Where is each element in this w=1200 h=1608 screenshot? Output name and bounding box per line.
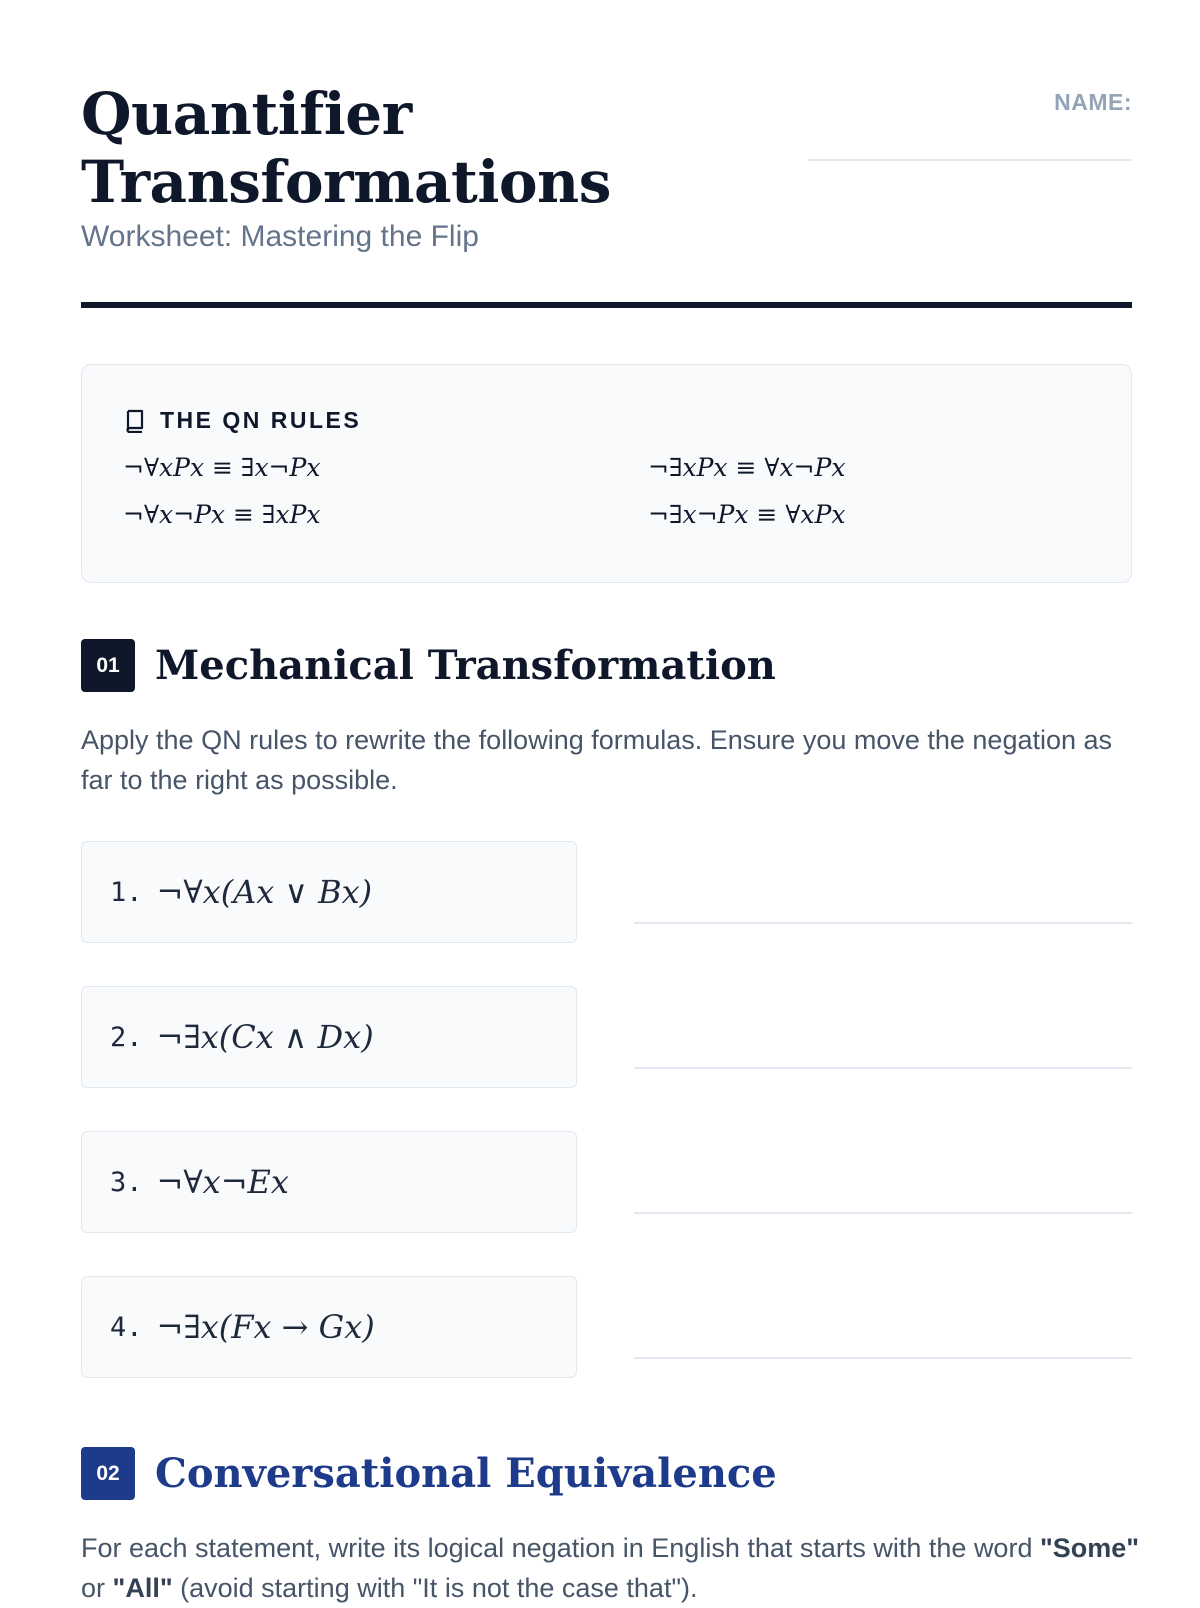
problem-4-answer-line[interactable] bbox=[634, 1357, 1132, 1359]
section-2-number-badge: 02 bbox=[81, 1447, 135, 1500]
header-divider bbox=[81, 302, 1132, 308]
section-2-instructions-or: or bbox=[81, 1573, 113, 1603]
section-2-instructions-part-2: (avoid starting with "It is not the case that"). bbox=[172, 1573, 698, 1603]
qn-rules-title: THE QN RULES bbox=[160, 407, 362, 433]
section-2-instructions bbox=[81, 1528, 1141, 1608]
page-title-line-2: Transformations bbox=[81, 148, 611, 216]
problem-4-formula: ¬∃x(Fx → Gx) bbox=[156, 1308, 375, 1346]
section-2-keyword-all: "All" bbox=[112, 1573, 173, 1603]
problem-2-answer-line[interactable] bbox=[634, 1067, 1132, 1069]
section-1-number-badge: 01 bbox=[81, 639, 135, 692]
qn-rule-3: ¬∀x¬Px ≡ ∃xPx bbox=[123, 500, 321, 529]
section-2-title: Conversational Equivalence bbox=[155, 1450, 777, 1497]
problem-1-number: 1. bbox=[110, 876, 143, 908]
name-label: NAME: bbox=[1054, 89, 1132, 115]
problem-3-formula: ¬∀x¬Ex bbox=[156, 1163, 289, 1201]
section-2-instructions-part-1: For each statement, write its logical negation in English that starts with the word bbox=[81, 1533, 1040, 1563]
qn-rule-2: ¬∃xPx ≡ ∀x¬Px bbox=[648, 453, 846, 482]
problem-1-formula: ¬∀x(Ax ∨ Bx) bbox=[156, 873, 373, 911]
problem-1-answer-line[interactable] bbox=[634, 922, 1132, 924]
section-1-instructions: Apply the QN rules to rewrite the following formulas. Ensure you move the negation as far to the right as possible. bbox=[81, 725, 1113, 795]
page-subtitle: Worksheet: Mastering the Flip bbox=[81, 220, 479, 253]
qn-rule-4: ¬∃x¬Px ≡ ∀xPx bbox=[648, 500, 846, 529]
page-title bbox=[81, 80, 611, 216]
problem-3 bbox=[81, 1131, 577, 1233]
problem-1 bbox=[81, 841, 577, 943]
qn-rules-box bbox=[81, 364, 1132, 583]
problem-4 bbox=[81, 1276, 577, 1378]
qn-rules-heading bbox=[124, 407, 361, 434]
qn-rule-1: ¬∀xPx ≡ ∃x¬Px bbox=[123, 453, 321, 482]
book-icon bbox=[124, 409, 146, 433]
problem-2-formula: ¬∃x(Cx ∧ Dx) bbox=[156, 1018, 374, 1056]
problem-2 bbox=[81, 986, 577, 1088]
section-1-title: Mechanical Transformation bbox=[155, 642, 776, 689]
page-title-line-1: Quantifier bbox=[81, 80, 412, 148]
problem-2-number: 2. bbox=[110, 1021, 143, 1053]
section-2-keyword-some: "Some" bbox=[1039, 1533, 1140, 1563]
name-field-line[interactable] bbox=[808, 159, 1132, 161]
problem-3-number: 3. bbox=[110, 1166, 143, 1198]
problem-3-answer-line[interactable] bbox=[634, 1212, 1132, 1214]
problem-4-number: 4. bbox=[110, 1311, 143, 1343]
